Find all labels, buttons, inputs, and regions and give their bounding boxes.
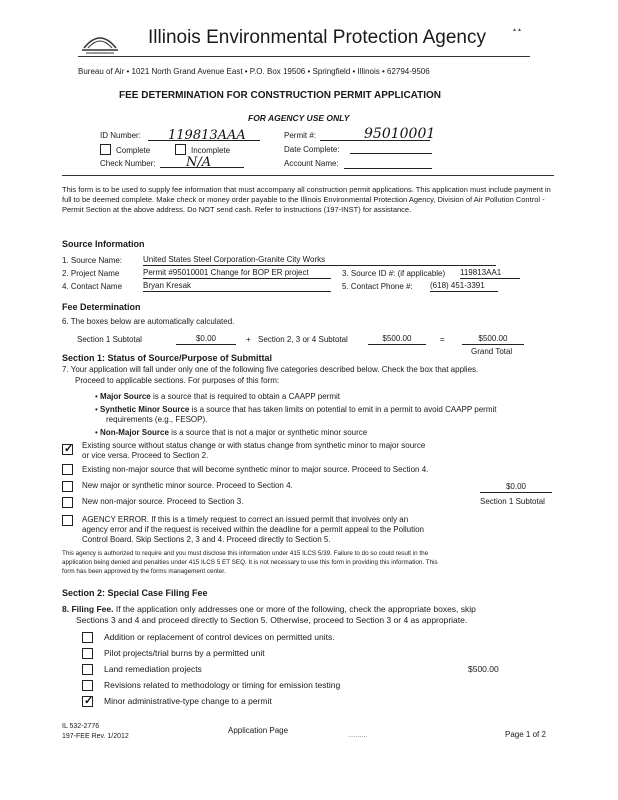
fee-line-6: 6. The boxes below are automatically calculated.: [62, 317, 235, 326]
project-name-field[interactable]: [143, 268, 331, 279]
option-agency-error-c: Control Board. Skip Sections 2, 3 and 4. Proceed directly to Section 5.: [82, 535, 331, 544]
contact-name-label: 4. Contact Name: [62, 282, 123, 291]
option-existing-text-b: or vice versa. Proceed to Section 2.: [82, 451, 209, 460]
account-name-field[interactable]: [344, 156, 432, 169]
complete-label: Complete: [116, 146, 151, 155]
line-7a: 7. Your application will fall under only one of the following five categories described below. Check the box that applies.: [62, 365, 479, 374]
project-name-label: 2. Project Name: [62, 269, 120, 278]
filing-item-3-label: Land remediation projects: [104, 664, 202, 674]
major-def: is a source that is required to obtain a CAAPP permit: [150, 392, 340, 401]
nonmajor-def: is a source that is not a major or synthetic minor source: [168, 428, 368, 437]
option-existing-checkbox[interactable]: [62, 444, 73, 455]
option-new-nonmajor-text: New non-major source. Proceed to Section 3.: [82, 497, 244, 506]
permit-value: 95010001: [364, 126, 436, 142]
disclaimer-line-2: application being denied and penalties under 415 ILCS 5 ET SEQ. It is not necessary to use this form in providing this information. This: [62, 559, 438, 566]
page-number: Page 1 of 2: [505, 730, 546, 739]
contact-name-value: Bryan Kresak: [143, 281, 192, 290]
option-new-major-checkbox[interactable]: [62, 481, 73, 492]
plus-sign: +: [246, 335, 251, 344]
source-id-label: 3. Source ID #: (if applicable): [342, 269, 446, 278]
agency-title: Illinois Environmental Protection Agency: [148, 27, 486, 48]
synthetic-term: Synthetic Minor Source: [100, 405, 190, 414]
source-name-label: 1. Source Name:: [62, 256, 123, 265]
filing-item-2-checkbox[interactable]: [82, 648, 93, 659]
section234-subtotal-value: $500.00: [382, 334, 412, 343]
contact-name-field[interactable]: [143, 281, 331, 292]
filing-item-3-checkbox[interactable]: [82, 664, 93, 675]
nonmajor-term: Non-Major Source: [100, 428, 169, 437]
filing-item-1-label: Addition or replacement of control devices on permitted units.: [104, 632, 335, 642]
section234-subtotal-field: [368, 334, 426, 345]
form-title: FEE DETERMINATION FOR CONSTRUCTION PERMIT APPLICATION: [119, 90, 442, 101]
contact-phone-value: (618) 451-3391: [430, 281, 485, 290]
footer-code-2: 197-FEE Rev. 1/2012: [62, 733, 129, 740]
contact-phone-label: 5. Contact Phone #:: [342, 282, 413, 291]
filing-item-5-label: Minor administrative-type change to a permit: [104, 696, 272, 706]
incomplete-label: Incomplete: [191, 146, 231, 155]
address-line: Bureau of Air • 1021 North Grand Avenue East • P.O. Box 19506 • Springfield • Illinois • 62794-9506: [78, 67, 430, 76]
option-nonmajor-to-synthetic-text: Existing non-major source that will become synthetic minor to major source. Proceed to Section 4.: [82, 465, 429, 474]
section1-subtotal-label: Section 1 Subtotal: [77, 335, 142, 344]
bullet-dot-1: •: [95, 392, 101, 401]
bullet-dot-3: •: [95, 428, 101, 437]
option-nonmajor-to-synthetic-checkbox[interactable]: [62, 464, 73, 475]
date-complete-field[interactable]: [350, 141, 432, 154]
filing-item-2-label: Pilot projects/trial burns by a permitted unit: [104, 648, 265, 658]
bullet-nonmajor: [95, 428, 367, 438]
permit-field: [320, 125, 436, 142]
project-name-value: Permit #95010001 Change for BOP ER project: [143, 268, 309, 277]
filing-item-1-checkbox[interactable]: [82, 632, 93, 643]
source-id-field[interactable]: [460, 268, 520, 279]
option-new-nonmajor-checkbox[interactable]: [62, 497, 73, 508]
agency-use-title: FOR AGENCY USE ONLY: [248, 113, 350, 123]
bullet-synthetic-cont: requirements (e.g., FESOP).: [106, 415, 208, 424]
id-number-label: ID Number:: [100, 131, 141, 140]
complete-checkbox[interactable]: [100, 144, 111, 155]
section1-subtotal-value: $0.00: [195, 334, 217, 343]
permit-label: Permit #:: [284, 131, 317, 140]
source-id-value: 119813AA1: [460, 268, 502, 277]
header-rule: [78, 56, 530, 57]
option-agency-error-b: agency error and if the request is received within the deadline for a permit appeal to the Pollution: [82, 525, 424, 534]
grand-total-label: Grand Total: [471, 347, 513, 356]
grand-total-value: $500.00: [478, 334, 508, 343]
equals-sign: =: [440, 335, 445, 344]
iepa-logo: [80, 26, 120, 56]
check-number-field: [160, 153, 244, 168]
source-name-value: United States Steel Corporation-Granite City Works: [143, 255, 326, 264]
option-existing-text-a: Existing source without status change or with status change from synthetic minor to major source: [82, 441, 426, 450]
date-complete-label: Date Complete:: [284, 145, 340, 154]
grand-total-field: [462, 334, 524, 345]
option-agency-error-checkbox[interactable]: [62, 515, 73, 526]
filing-item-5-checkbox[interactable]: [82, 696, 93, 707]
bullet-dot-2: •: [95, 405, 101, 414]
agency-seal-mark: ▲▲: [512, 27, 522, 33]
check-number-value: N/A: [186, 155, 212, 170]
line-8a-text: If the application only addresses one or more of the following, check the appropriate boxes, skip: [113, 604, 476, 614]
account-name-label: Account Name:: [284, 159, 339, 168]
source-name-field[interactable]: [143, 255, 496, 266]
agency-box-rule: [62, 175, 554, 176]
disclaimer-line-1: This agency is authorized to require and you must disclose this information under 415 ILCS 5/39. Failure to do so could result in the: [62, 550, 429, 557]
section2-heading: Section 2: Special Case Filing Fee: [62, 588, 208, 598]
section234-subtotal-label: Section 2, 3 or 4 Subtotal: [258, 335, 348, 344]
synthetic-def: is a source that has taken limits on potential to emit in a permit to avoid CAAPP permit: [189, 405, 497, 414]
contact-phone-field[interactable]: [430, 281, 498, 292]
footer-dots: ..........: [348, 732, 368, 739]
section1-subtotal-caption: Section 1 Subtotal: [480, 497, 545, 506]
fee-determination-heading: Fee Determination: [62, 302, 141, 312]
section1-subtotal-box: [480, 482, 552, 493]
bullet-synthetic: [95, 405, 497, 415]
source-info-heading: Source Information: [62, 239, 145, 249]
filing-item-4-label: Revisions related to methodology or timing for emission testing: [104, 680, 341, 690]
filing-item-4-checkbox[interactable]: [82, 680, 93, 691]
section1-heading: Section 1: Status of Source/Purpose of Submittal: [62, 353, 273, 363]
line-8a: [62, 604, 476, 615]
id-number-value: 119813AAA: [168, 128, 246, 143]
check-number-label: Check Number:: [100, 159, 156, 168]
footer-center: Application Page: [228, 726, 289, 735]
bullet-major: [95, 392, 340, 402]
filing-fee-value: $500.00: [468, 664, 499, 674]
id-number-field: [148, 126, 260, 141]
line-7b: Proceed to applicable sections. For purposes of this form:: [75, 376, 280, 385]
intro-text: This form is to be used to supply fee information that must accompany all construction permit applications. This application must include payment in full to be deemed complete. Make check or money order payable to the Illinois Environmental Protection Agency, Division of Air Pollution Control - Permit Section at the above address. Do NOT send cash. Refer to instructions (197-INST) for assistance.: [62, 185, 551, 214]
line-8b: Sections 3 and 4 and proceed directly to Section 5. Otherwise, proceed to Section 3 or 4 as appropriate.: [76, 615, 468, 625]
disclaimer-line-3: form has been approved by the forms management center.: [62, 568, 226, 575]
filing-fee-term: 8. Filing Fee.: [62, 604, 114, 614]
footer-code-1: IL 532-2776: [62, 723, 100, 730]
section1-subtotal-box-value: $0.00: [505, 482, 527, 491]
option-agency-error-a: AGENCY ERROR. If this is a timely request to correct an issued permit that involves only an: [82, 515, 409, 524]
section1-subtotal-field: [176, 334, 236, 345]
major-term: Major Source: [100, 392, 151, 401]
option-new-major-text: New major or synthetic minor source. Proceed to Section 4.: [82, 481, 293, 490]
